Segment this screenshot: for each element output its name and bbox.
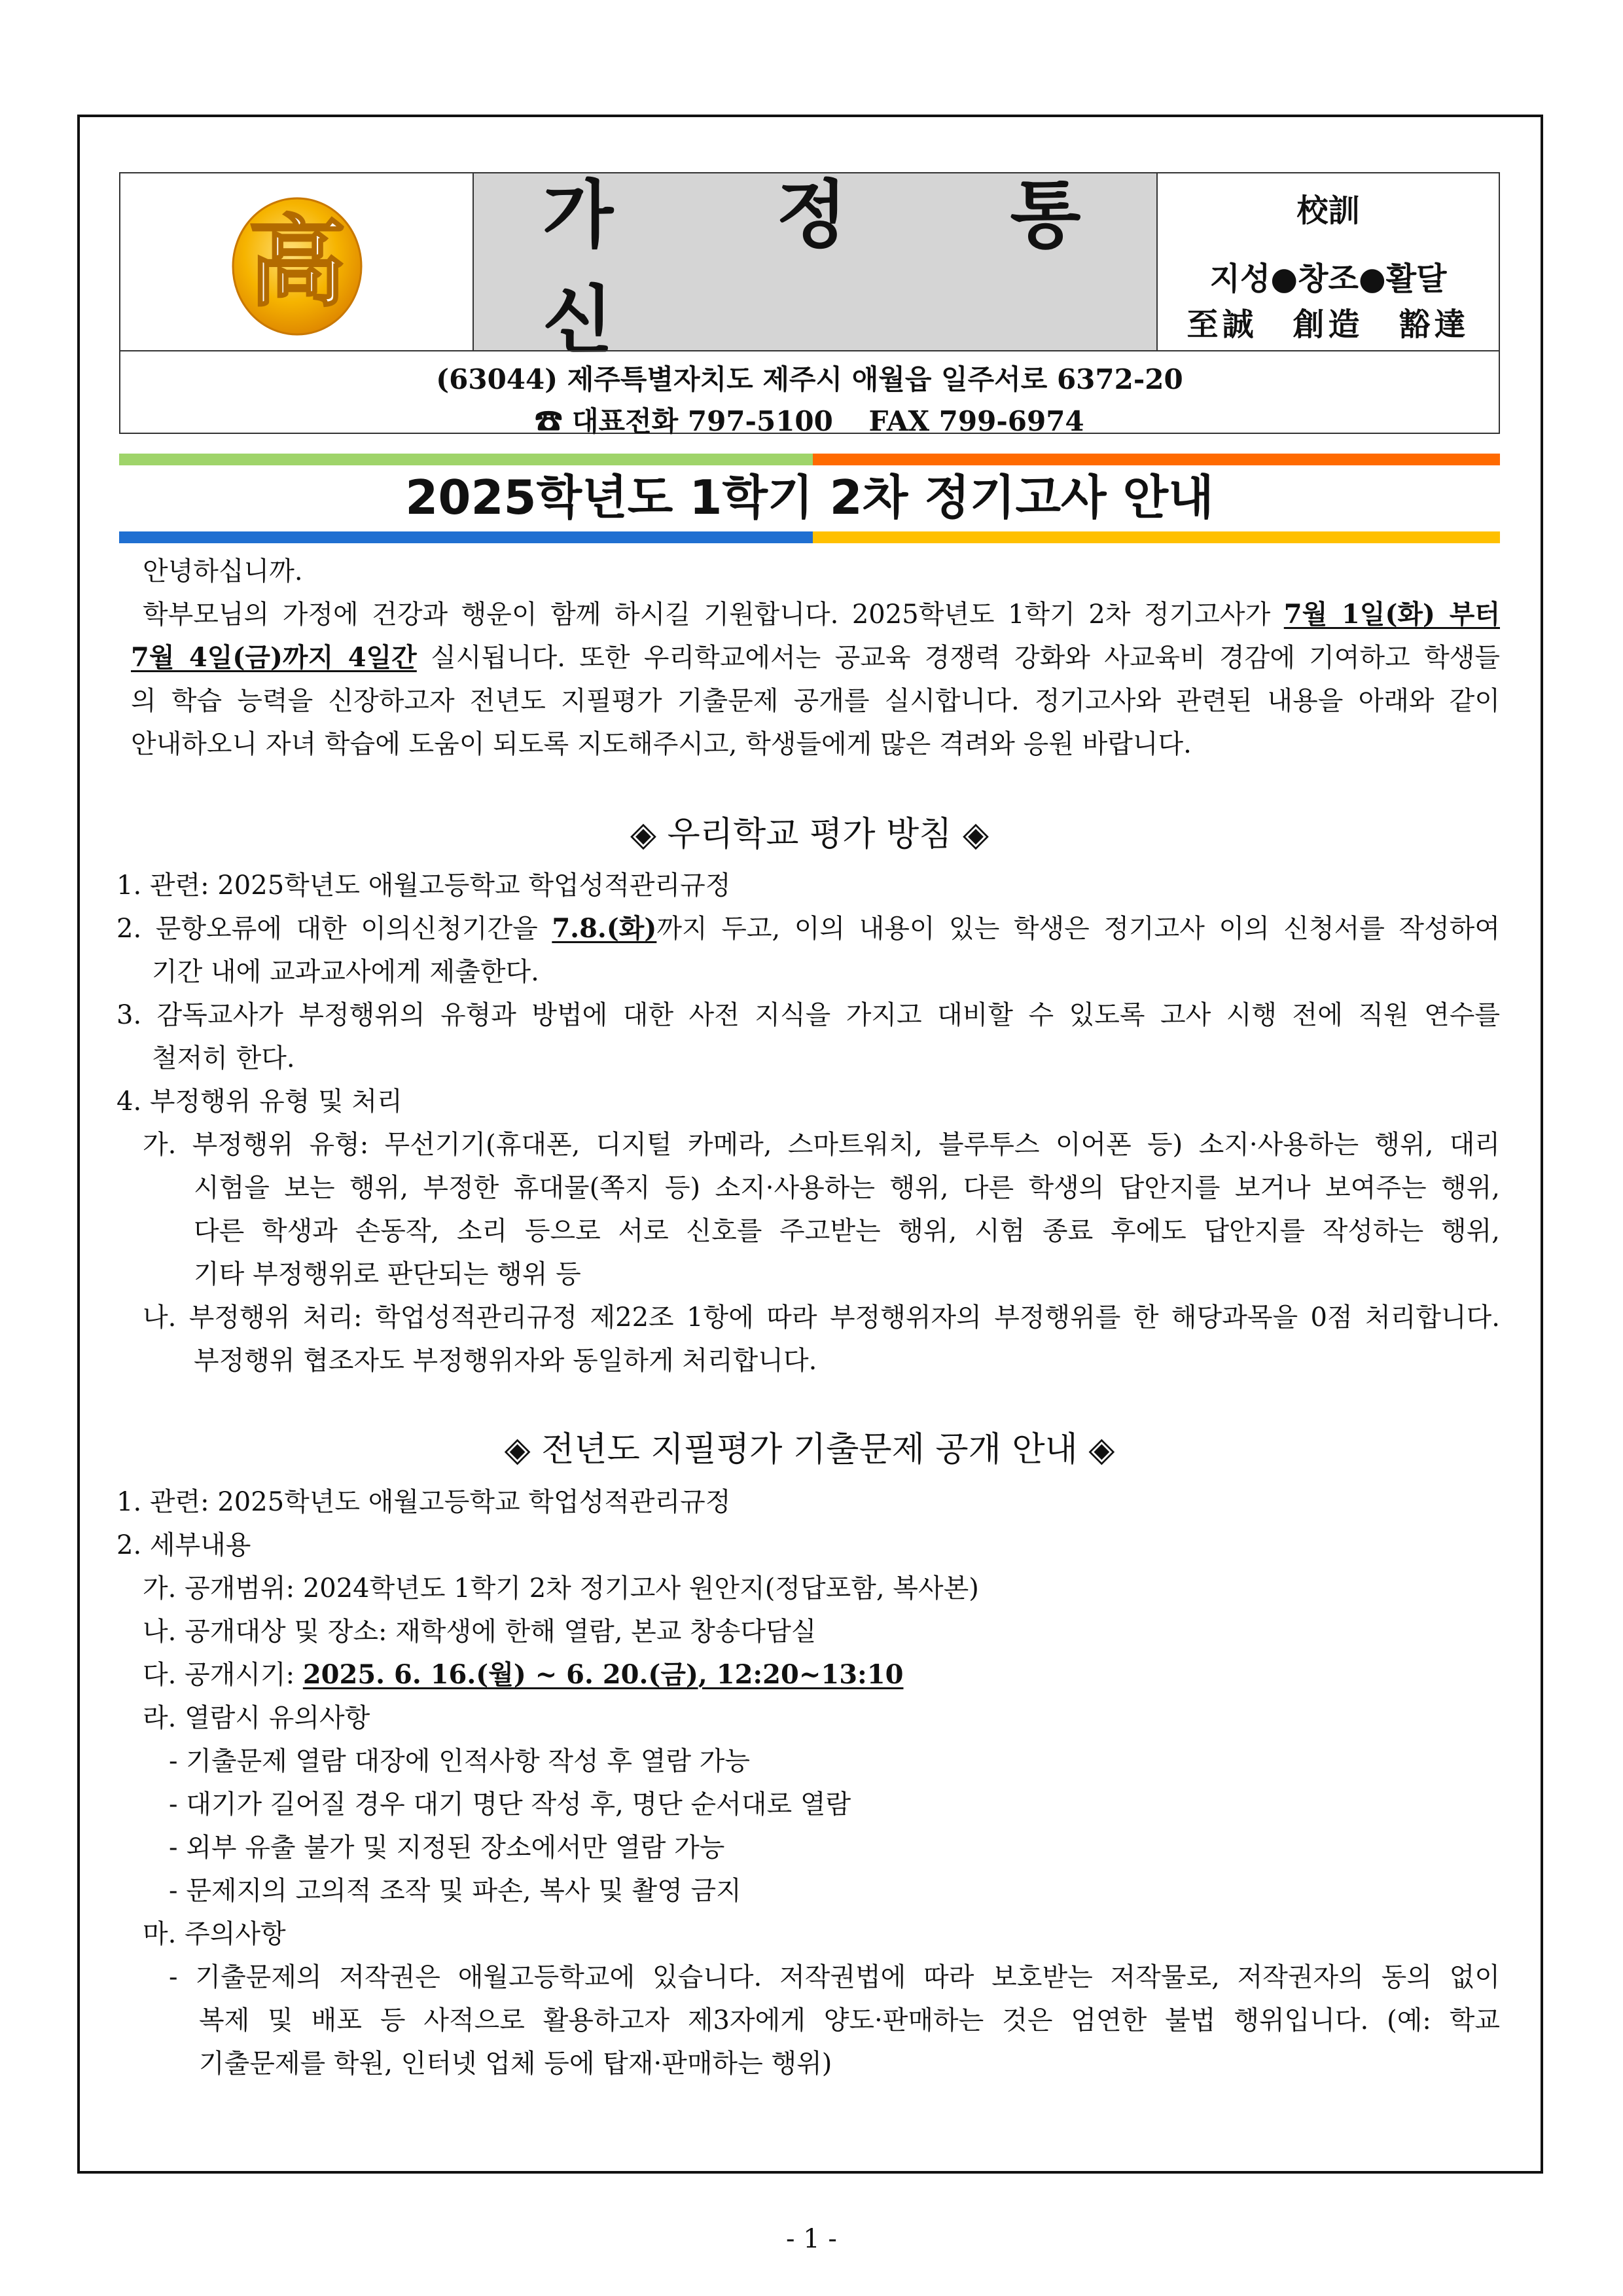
exam-start-date: 7월 1일(화) 부터 [1283,599,1500,630]
policy-item-3: 3. 감독교사가 부정행위의 유형과 방법에 대한 사전 지식을 가지고 대비할 수 있도록 고사 시행 전에 직원 연수를 [116,1000,1500,1030]
disclosure-target-place: 나. 공개대상 및 장소: 재학생에 한해 열람, 본교 창송다담실 [143,1617,817,1647]
policy-item-1: 1. 관련: 2025학년도 애월고등학교 학업성적관리규정 [116,870,731,901]
disclosure-period-dates: 2025. 6. 16.(월) ~ 6. 20.(금), 12:20~13:10 [302,1659,904,1690]
school-logo [120,173,474,350]
page-number: - 1 - [786,2224,837,2254]
cheating-types-2: 시험을 보는 행위, 부정한 휴대물(쪽지 등) 소지·사용하는 행위, 다른 학생의 답안지를 보거나 보여주는 행위, [194,1173,1500,1203]
school-address: (63044) 제주특별자치도 제주시 애월읍 일주서로 6372-20 [436,363,1183,395]
document-title: 2025학년도 1학기 2차 정기고사 안내 [405,470,1214,525]
cheating-types-3: 다른 학생과 손동작, 소리 등으로 서로 신호를 주고받는 행위, 시험 종료 후에도 답안지를 작성하는 행위, [194,1216,1500,1246]
school-contact-row [120,350,1499,437]
logo-glyph: 高 [247,206,347,320]
disclosure-period [143,1653,903,1696]
past-exam-item-1: 1. 관련: 2025학년도 애월고등학교 학업성적관리규정 [116,1487,731,1517]
past-exam-item-2: 2. 세부내용 [116,1530,251,1560]
policy-item-2-cont: 기간 내에 교과교사에게 제출한다. [152,957,539,987]
exam-end-date: 7월 4일(금)까지 4일간 [131,642,417,673]
section-heading-evaluation-policy: ◈ 우리학교 평가 방침 ◈ [630,815,989,854]
motto-heading: 校訓 [1296,192,1360,229]
viewing-note-1: - 기출문제 열람 대장에 인적사항 작성 후 열람 가능 [169,1746,751,1776]
viewing-note-2: - 대기가 길어질 경우 대기 명단 작성 후, 명단 순서대로 열람 [169,1789,851,1820]
disclosure-period-label: 다. 공개시기: [143,1660,303,1690]
policy-item-3-cont: 철저히 한다. [152,1043,295,1073]
cheating-handling-2: 부정행위 협조자도 부정행위자와 동일하게 처리합니다. [194,1346,817,1376]
policy-item-2-text-a: 2. 문항오류에 대한 이의신청기간을 [116,914,552,944]
title-bar-top-left [119,454,813,465]
newsletter-header [119,172,1500,437]
objection-deadline: 7.8.(화) [552,913,657,944]
school-phone-fax [120,400,1499,439]
viewing-note-4: - 문제지의 고의적 조작 및 파손, 복사 및 촬영 금지 [169,1876,741,1906]
cheating-types-1: 가. 부정행위 유형: 무선기기(휴대폰, 디지털 카메라, 스마트워치, 블루투스 이어폰 등) 소지·사용하는 행위, 대리 [143,1130,1500,1160]
newsletter-title: 가 정 통 신 [543,172,1150,363]
intro-line-4: 안내하오니 자녀 학습에 도움이 되도록 지도해주시고, 학생들에게 많은 격려와 응원 바랍니다. [131,729,1192,759]
phone-number: ☎ 대표전화 797-5100 [535,405,833,437]
motto-hanja: 至誠 創造 豁達 [1186,306,1470,343]
intro-line-1-text: 학부모님의 가정에 건강과 행운이 함께 하시길 기원합니다. 2025학년도 1학기 2차 정기고사가 [143,600,1284,630]
policy-item-4: 4. 부정행위 유형 및 처리 [116,1086,402,1117]
intro-line-1 [143,593,1500,636]
viewing-note-3: - 외부 유출 불가 및 지정된 장소에서만 열람 가능 [169,1833,725,1863]
school-logo-cell [120,173,474,350]
cheating-handling-1: 나. 부정행위 처리: 학업성적관리규정 제22조 1항에 따라 부정행위자의 부정행위를 한 해당과목을 0점 처리합니다. [143,1302,1500,1333]
disclosure-scope: 가. 공개범위: 2024학년도 1학기 2차 정기고사 원안지(정답포함, 복사본) [143,1573,979,1604]
section-heading-past-exams: ◈ 전년도 지필평가 기출문제 공개 안내 ◈ [504,1430,1115,1469]
intro-line-2-text: 실시됩니다. 또한 우리학교에서는 공교육 경쟁력 강화와 사교육비 경감에 기여하고 학생들 [416,643,1500,673]
copyright-notice-2: 복제 및 배포 등 사적으로 활용하고자 제3자에게 양도·판매하는 것은 엄연한 불법 행위입니다. (예: 학교 [199,2005,1500,2036]
fax-number: FAX 799-6974 [868,405,1084,437]
intro-line-2 [131,636,1500,679]
title-cell [474,172,1158,363]
title-bar-bottom-left [119,531,813,543]
title-bar-bottom-right [813,531,1500,543]
copyright-notice-1: - 기출문제의 저작권은 애월고등학교에 있습니다. 저작권법에 따라 보호받는 저작물로, 저작권자의 동의 없이 [169,1962,1500,1992]
motto-korean: 지성●창조●활달 [1209,260,1447,297]
cheating-types-4: 기타 부정행위로 판단되는 행위 등 [194,1259,581,1289]
school-motto-cell [1158,173,1499,350]
copyright-notice-3: 기출문제를 학원, 인터넷 업체 등에 탑재·판매하는 행위) [199,2049,832,2079]
caution-heading: 마. 주의사항 [143,1919,286,1949]
greeting: 안녕하십니까. [143,556,303,586]
title-bar-top-right [813,454,1500,465]
viewing-notes-heading: 라. 열람시 유의사항 [143,1703,370,1733]
intro-line-3: 의 학습 능력을 신장하고자 전년도 지필평가 기출문제 공개를 실시합니다. 정기고사와 관련된 내용을 아래와 같이 [131,686,1500,716]
policy-item-2 [116,907,1500,950]
policy-item-2-text-b: 까지 두고, 이의 내용이 있는 학생은 정기고사 이의 신청서를 작성하여 [656,914,1500,944]
